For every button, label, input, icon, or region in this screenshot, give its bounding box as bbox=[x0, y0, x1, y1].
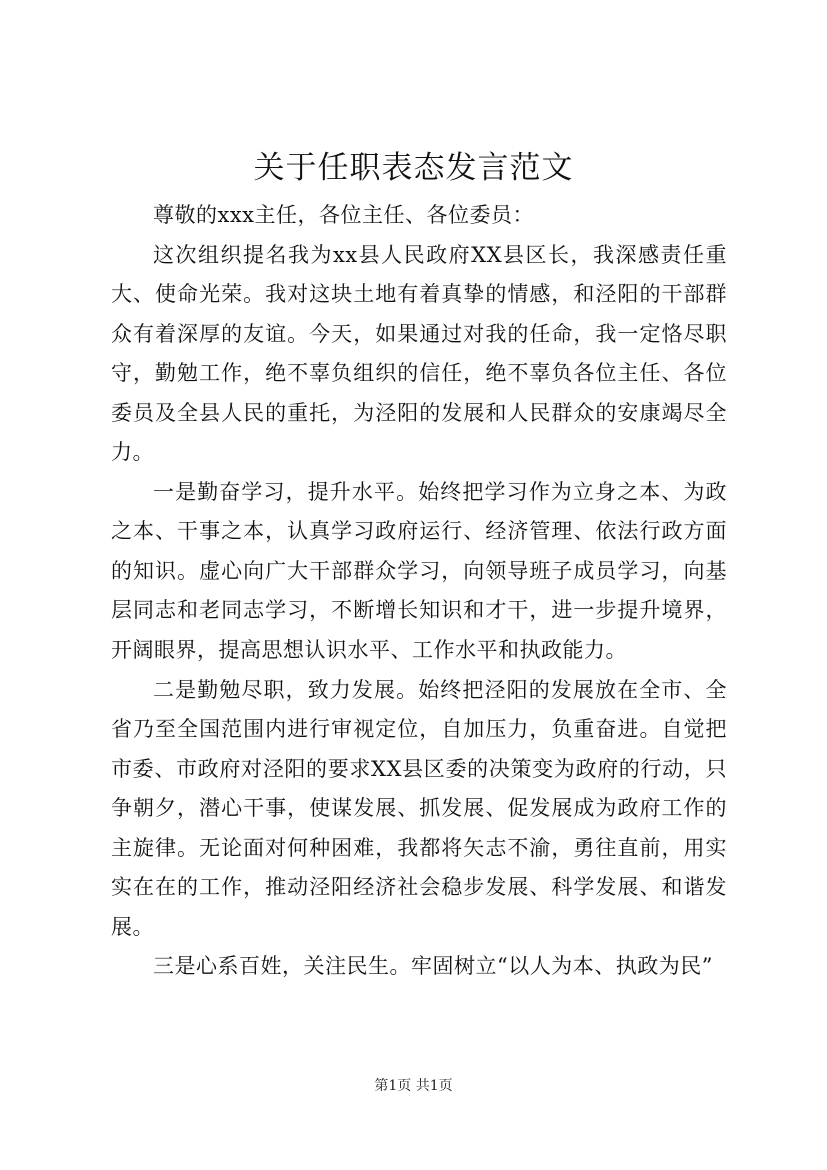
body-paragraph: 三是心系百姓，关注民生。牢固树立“以人为本、执政为民” bbox=[153, 954, 713, 979]
document-body bbox=[111, 196, 727, 987]
body-paragraph: 这次组织提名我为xx县人民政府XX县区长，我深感责任重大、使命光荣。我对这块土地有着真挚的情感，和泾阳的干部群众有着深厚的友谊。今天，如果通过对我的任命，我一定恪尽职守，勤勉工作，绝不辜负组织的信任，绝不辜负各位主任、各位委员及全县人民的重托，为泾阳的发展和人民群众的安康竭尽全力。 bbox=[111, 242, 727, 465]
salutation-paragraph: 尊敬的xxx主任，各位主任、各位委员： bbox=[153, 203, 535, 227]
page-number-footer: 第1页 共1页 bbox=[374, 1078, 453, 1094]
body-paragraph: 一是勤奋学习，提升水平。始终把学习作为立身之本、为政之本、干事之本，认真学习政府运行、经济管理、依法行政方面的知识。虚心向广大干部群众学习，向领导班子成员学习，向基层同志和老同志学习，不断增长知识和才干，进一步提升境界，开阔眼界，提高思想认识水平、工作水平和执政能力。 bbox=[111, 479, 727, 663]
document-title: 关于任职表态发言范文 bbox=[253, 150, 574, 186]
body-paragraph: 二是勤勉尽职，致力发展。始终把泾阳的发展放在全市、全省乃至全国范围内进行审视定位，自加压力，负重奋进。自觉把市委、市政府对泾阳的要求XX县区委的决策变为政府的行动，只争朝夕，潜心干事，使谋发展、抓发展、促发展成为政府工作的主旋律。无论面对何种困难，我都将矢志不渝，勇往直前，用实实在在的工作，推动泾阳经济社会稳步发展、科学发展、和谐发展。 bbox=[111, 677, 727, 939]
